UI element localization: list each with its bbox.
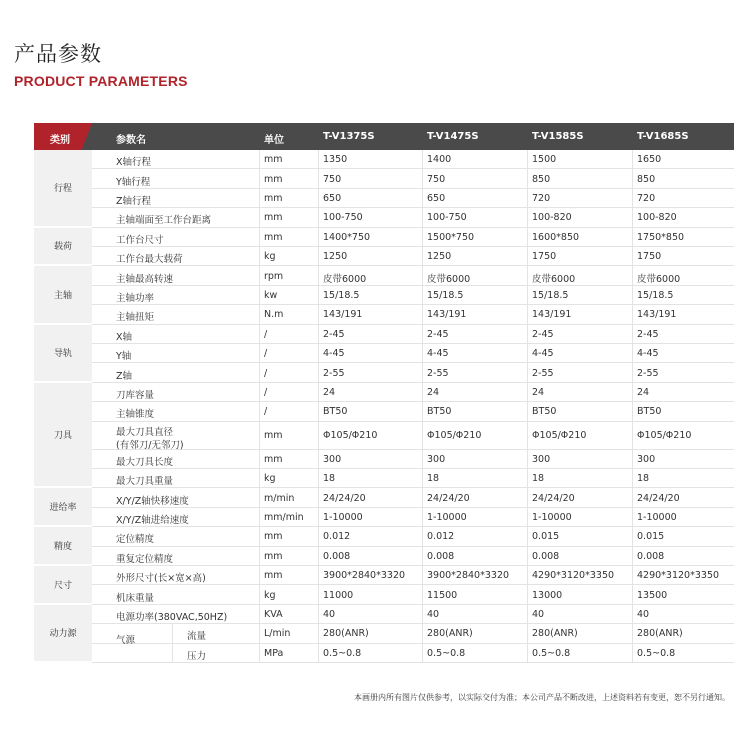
value-model-3: 143/191 — [532, 309, 572, 321]
value-model-3: BT50 — [532, 406, 557, 418]
param-name: 最大刀具重量 — [116, 476, 174, 488]
param-name: 机床重量 — [116, 592, 155, 604]
category-cell: 载荷 — [34, 228, 92, 267]
value-model-1: 1-10000 — [323, 511, 363, 523]
value-model-3: 13000 — [532, 589, 563, 601]
value-model-3: 15/18.5 — [532, 289, 569, 301]
category-cell: 动力源 — [34, 605, 92, 663]
value-model-2: 15/18.5 — [427, 289, 464, 301]
param-unit: KVA — [264, 608, 283, 620]
table-row — [92, 169, 734, 188]
param-unit: rpm — [264, 270, 284, 282]
value-model-4: 皮带6000 — [637, 273, 681, 285]
value-model-2: 300 — [427, 453, 446, 465]
value-model-4: 15/18.5 — [637, 289, 674, 301]
value-model-3: 0.008 — [532, 550, 560, 562]
param-name: 刀库容量 — [116, 389, 155, 401]
value-model-3: 18 — [532, 473, 545, 485]
value-model-3: 850 — [532, 173, 551, 185]
value-model-4: 100-820 — [637, 212, 677, 224]
value-model-2: 24/24/20 — [427, 492, 470, 504]
param-name: X/Y/Z轴进给速度 — [116, 514, 189, 526]
param-name: 定位精度 — [116, 534, 155, 546]
table-row — [92, 644, 734, 663]
header-model-4: T-V1685S — [637, 131, 689, 142]
category-cell: 刀具 — [34, 383, 92, 489]
value-model-1: 皮带6000 — [323, 273, 367, 285]
value-model-4: 2-45 — [637, 328, 659, 340]
table-row — [92, 247, 734, 266]
param-unit: / — [264, 348, 268, 360]
table-row — [92, 527, 734, 546]
table-row — [92, 488, 734, 507]
value-model-2: 皮带6000 — [427, 273, 471, 285]
value-model-1: 4-45 — [323, 348, 345, 360]
table-row — [92, 422, 734, 450]
value-model-1: 0.5~0.8 — [323, 647, 362, 659]
param-name: 最大刀具长度 — [116, 456, 174, 468]
param-unit: mm — [264, 154, 283, 166]
param-name: Y轴 — [116, 351, 132, 363]
value-model-2: 0.5~0.8 — [427, 647, 466, 659]
param-unit: mm — [264, 173, 283, 185]
table-row — [92, 566, 734, 585]
value-model-3: 300 — [532, 453, 551, 465]
param-name: Z轴 — [116, 370, 133, 382]
value-model-2: 750 — [427, 173, 446, 185]
value-model-4: Φ105/Φ210 — [637, 430, 692, 442]
value-model-1: BT50 — [323, 406, 348, 418]
value-model-2: 24 — [427, 386, 440, 398]
value-model-1: Φ105/Φ210 — [323, 430, 378, 442]
param-name: Z轴行程 — [116, 195, 152, 207]
param-unit: mm — [264, 570, 283, 582]
value-model-3: 4290*3120*3350 — [532, 570, 615, 582]
param-name: 主轴锥度 — [116, 409, 155, 421]
value-model-1: 2-45 — [323, 328, 345, 340]
footnote: 本画册内所有图片仅供参考，以实际交付为准；本公司产品不断改进，上述资料若有变更，恕不另行通知。 — [354, 693, 730, 702]
category-cell: 精度 — [34, 527, 92, 566]
page-subtitle: PRODUCT PARAMETERS — [14, 73, 188, 89]
param-unit: m/min — [264, 492, 295, 504]
value-model-3: 4-45 — [532, 348, 554, 360]
value-model-2: 1500*750 — [427, 231, 475, 243]
value-model-4: 1-10000 — [637, 511, 677, 523]
table-row — [92, 305, 734, 324]
value-model-2: 3900*2840*3320 — [427, 570, 510, 582]
param-name: Y轴行程 — [116, 176, 151, 188]
value-model-2: 0.008 — [427, 550, 455, 562]
table-header — [34, 123, 734, 150]
value-model-3: 1600*850 — [532, 231, 580, 243]
subrow-divider — [172, 624, 173, 663]
value-model-1: 1250 — [323, 251, 348, 263]
value-model-3: 100-820 — [532, 212, 572, 224]
value-model-1: 3900*2840*3320 — [323, 570, 406, 582]
table-row — [92, 547, 734, 566]
value-model-4: 18 — [637, 473, 650, 485]
value-model-1: 1350 — [323, 154, 348, 166]
category-cell: 进给率 — [34, 488, 92, 527]
param-name: X轴 — [116, 331, 133, 343]
param-unit: kg — [264, 589, 276, 601]
table-row — [92, 325, 734, 344]
value-model-2: 100-750 — [427, 212, 467, 224]
value-model-1: 300 — [323, 453, 342, 465]
value-model-1: 100-750 — [323, 212, 363, 224]
value-model-1: 0.008 — [323, 550, 351, 562]
value-model-3: 720 — [532, 192, 551, 204]
value-model-2: 18 — [427, 473, 440, 485]
param-name-note: (有邻刀/无邻刀) — [116, 439, 184, 451]
value-model-4: 0.015 — [637, 531, 665, 543]
param-name: X轴行程 — [116, 157, 152, 169]
value-model-4: 24/24/20 — [637, 492, 680, 504]
table-row — [92, 189, 734, 208]
value-model-1: 24 — [323, 386, 336, 398]
value-model-2: Φ105/Φ210 — [427, 430, 482, 442]
value-model-2: 1400 — [427, 154, 452, 166]
param-subname: 压力 — [187, 650, 207, 662]
value-model-4: BT50 — [637, 406, 662, 418]
param-name: 工作台尺寸 — [116, 234, 164, 246]
param-unit: MPa — [264, 647, 284, 659]
column-divider — [527, 150, 528, 663]
column-divider — [632, 150, 633, 663]
value-model-3: 0.5~0.8 — [532, 647, 571, 659]
param-name: 主轴端面至工作台距离 — [116, 215, 212, 227]
table-row — [92, 208, 734, 227]
value-model-4: 1750 — [637, 251, 662, 263]
param-name: X/Y/Z轴快移速度 — [116, 495, 189, 507]
value-model-4: 4-45 — [637, 348, 659, 360]
param-subname: 流量 — [187, 631, 207, 643]
param-name: 主轴功率 — [116, 292, 155, 304]
value-model-1: 40 — [323, 608, 336, 620]
column-divider — [259, 150, 260, 663]
param-name: 工作台最大载荷 — [116, 254, 183, 266]
value-model-1: 750 — [323, 173, 342, 185]
value-model-3: 1-10000 — [532, 511, 572, 523]
param-unit: mm — [264, 231, 283, 243]
value-model-2: 143/191 — [427, 309, 467, 321]
param-name: 主轴扭矩 — [116, 312, 155, 324]
param-unit: / — [264, 328, 268, 340]
value-model-1: 1400*750 — [323, 231, 371, 243]
param-unit: mm — [264, 192, 283, 204]
value-model-4: 280(ANR) — [637, 628, 683, 640]
param-unit: kg — [264, 251, 276, 263]
value-model-2: 2-45 — [427, 328, 449, 340]
param-unit: / — [264, 386, 268, 398]
category-cell: 行程 — [34, 150, 92, 228]
param-unit: mm — [264, 550, 283, 562]
value-model-3: 0.015 — [532, 531, 560, 543]
category-cell: 导轨 — [34, 325, 92, 383]
column-divider — [422, 150, 423, 663]
param-name: 重复定位精度 — [116, 553, 174, 565]
value-model-4: 40 — [637, 608, 650, 620]
value-model-4: 143/191 — [637, 309, 677, 321]
table-row — [92, 266, 734, 285]
value-model-3: Φ105/Φ210 — [532, 430, 587, 442]
param-name: 最大刀具直径 — [116, 426, 174, 438]
param-unit: L/min — [264, 628, 291, 640]
value-model-2: 1250 — [427, 251, 452, 263]
param-unit: kg — [264, 473, 276, 485]
value-model-2: 1-10000 — [427, 511, 467, 523]
value-model-2: BT50 — [427, 406, 452, 418]
parameters-table — [34, 123, 734, 662]
header-param: 参数名 — [116, 135, 146, 146]
header-model-3: T-V1585S — [532, 131, 584, 142]
table-row — [92, 402, 734, 421]
value-model-3: 1750 — [532, 251, 557, 263]
value-model-4: 850 — [637, 173, 656, 185]
value-model-3: 1500 — [532, 154, 557, 166]
table-row — [92, 624, 734, 647]
value-model-4: 0.008 — [637, 550, 665, 562]
param-unit: mm — [264, 453, 283, 465]
table-row — [92, 286, 734, 305]
value-model-1: 0.012 — [323, 531, 351, 543]
column-divider — [318, 150, 319, 663]
value-model-2: 2-55 — [427, 367, 449, 379]
header-category: 类别 — [50, 135, 70, 146]
param-unit: N.m — [264, 309, 284, 321]
param-unit: mm — [264, 531, 283, 543]
table-row — [92, 344, 734, 363]
value-model-4: 1750*850 — [637, 231, 685, 243]
param-name: 电源功率(380VAC,50HZ) — [116, 611, 228, 623]
value-model-4: 300 — [637, 453, 656, 465]
value-model-3: 24/24/20 — [532, 492, 575, 504]
table-row — [92, 469, 734, 488]
value-model-3: 280(ANR) — [532, 628, 578, 640]
param-unit: / — [264, 367, 268, 379]
value-model-3: 2-55 — [532, 367, 554, 379]
value-model-2: 4-45 — [427, 348, 449, 360]
param-name: 外形尺寸(长×宽×高) — [116, 573, 206, 585]
table-row — [92, 383, 734, 402]
value-model-2: 650 — [427, 192, 446, 204]
value-model-1: 280(ANR) — [323, 628, 369, 640]
value-model-2: 280(ANR) — [427, 628, 473, 640]
page-title: 产品参数 — [14, 42, 102, 66]
value-model-2: 11500 — [427, 589, 458, 601]
table-row — [92, 508, 734, 527]
value-model-3: 皮带6000 — [532, 273, 576, 285]
value-model-1: 15/18.5 — [323, 289, 360, 301]
table-row — [92, 150, 734, 169]
table-row — [92, 450, 734, 469]
param-unit: / — [264, 406, 268, 418]
header-model-1: T-V1375S — [323, 131, 375, 142]
header-model-2: T-V1475S — [427, 131, 479, 142]
value-model-1: 143/191 — [323, 309, 363, 321]
category-cell: 尺寸 — [34, 566, 92, 605]
value-model-4: 2-55 — [637, 367, 659, 379]
value-model-4: 0.5~0.8 — [637, 647, 676, 659]
table-row — [92, 228, 734, 247]
value-model-4: 13500 — [637, 589, 668, 601]
value-model-3: 40 — [532, 608, 545, 620]
value-model-4: 720 — [637, 192, 656, 204]
param-name: 气源 — [116, 635, 136, 647]
category-cell: 主轴 — [34, 266, 92, 324]
value-model-4: 24 — [637, 386, 650, 398]
value-model-3: 24 — [532, 386, 545, 398]
value-model-3: 2-45 — [532, 328, 554, 340]
table-row — [92, 605, 734, 624]
value-model-4: 4290*3120*3350 — [637, 570, 720, 582]
param-unit: kw — [264, 289, 278, 301]
table-row — [92, 585, 734, 604]
param-unit: mm — [264, 430, 283, 442]
value-model-2: 0.012 — [427, 531, 455, 543]
value-model-1: 11000 — [323, 589, 354, 601]
value-model-1: 18 — [323, 473, 336, 485]
table-row — [92, 363, 734, 382]
value-model-1: 2-55 — [323, 367, 345, 379]
value-model-1: 24/24/20 — [323, 492, 366, 504]
value-model-1: 650 — [323, 192, 342, 204]
value-model-2: 40 — [427, 608, 440, 620]
param-unit: mm — [264, 212, 283, 224]
header-unit: 单位 — [264, 135, 284, 146]
param-name: 主轴最高转速 — [116, 273, 174, 285]
param-unit: mm/min — [264, 511, 304, 523]
value-model-4: 1650 — [637, 154, 662, 166]
